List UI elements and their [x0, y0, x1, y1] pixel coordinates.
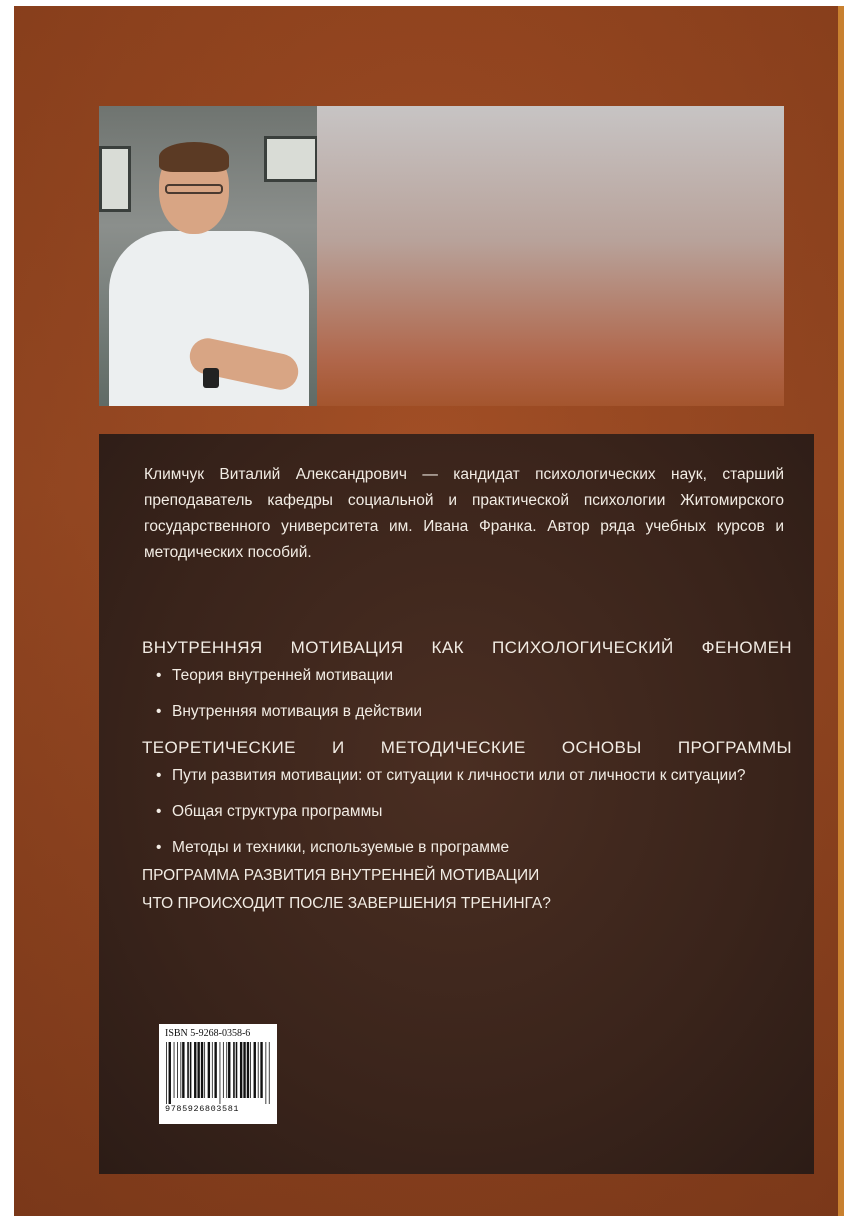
contents-subitem: [142, 662, 792, 690]
book-back-cover: [14, 6, 844, 1216]
barcode-bar: [265, 1042, 266, 1104]
bullet-icon: •: [156, 767, 162, 784]
barcode-bar: [240, 1042, 242, 1098]
contents-heading: ПРОГРАММА РАЗВИТИЯ ВНУТРЕННЕЙ МОТИВАЦИИ: [142, 867, 540, 884]
author-photo: [99, 106, 317, 406]
contents-subitem: [142, 762, 792, 790]
barcode-bar: [212, 1042, 213, 1098]
barcode-bar: [250, 1042, 251, 1098]
bullet-icon: •: [156, 839, 162, 856]
barcode-bar: [190, 1042, 192, 1098]
barcode-bar: [226, 1042, 227, 1098]
barcode-bar: [194, 1042, 196, 1098]
author-bio: Климчук Виталий Александрович — кандидат психологических наук, старший преподаватель кафедры социальной и практической психологии Житомирского государственного университета им. Ивана Франка. Автор ряда учебных курсов и методических пособий.: [144, 466, 784, 561]
contents-subitem-text: Теория внутренней мотивации: [172, 667, 393, 684]
barcode-bar: [208, 1042, 210, 1098]
contents-subitem: [142, 798, 792, 826]
isbn-label: ISBN 5-9268-0358-6: [165, 1028, 251, 1039]
barcode-bar: [228, 1042, 230, 1098]
author-photo-band: [99, 106, 784, 406]
barcode-bar: [166, 1042, 167, 1104]
contents-heading: ВНУТРЕННЯЯ МОТИВАЦИЯ КАК ПСИХОЛОГИЧЕСКИЙ ФЕНОМЕН: [142, 638, 792, 657]
background-monitor: [264, 136, 317, 182]
watch-icon: [203, 368, 219, 388]
barcode-bar: [220, 1042, 221, 1104]
barcode-bar: [197, 1042, 199, 1098]
barcode-bar: [187, 1042, 189, 1098]
contents-subitem: [142, 698, 792, 726]
barcode-bar: [182, 1042, 184, 1098]
barcode-bar: [269, 1042, 270, 1104]
bullet-icon: •: [156, 667, 162, 684]
contents-heading: ЧТО ПРОИСХОДИТ ПОСЛЕ ЗАВЕРШЕНИЯ ТРЕНИНГА?: [142, 895, 551, 912]
barcode-digits: 9785926803581: [165, 1104, 240, 1114]
barcode-bar: [201, 1042, 203, 1098]
bullet-icon: •: [156, 703, 162, 720]
contents-list: [142, 634, 792, 918]
contents-subitem-text: Пути развития мотивации: от ситуации к личности или от личности к ситуации?: [172, 767, 746, 784]
author-glasses: [165, 184, 223, 194]
barcode-bar: [174, 1042, 175, 1098]
author-hair: [159, 142, 229, 172]
barcode-bar: [254, 1042, 256, 1098]
contents-subitem-text: Общая структура программы: [172, 803, 383, 820]
contents-subitem-text: Внутренняя мотивация в действии: [172, 703, 423, 720]
barcode-bar: [204, 1042, 205, 1098]
barcode-bar: [180, 1042, 181, 1098]
barcode-bar: [258, 1042, 259, 1098]
text-panel: [99, 434, 814, 1174]
isbn-barcode: [159, 1024, 277, 1124]
background-monitor: [99, 146, 131, 212]
barcode-bar: [169, 1042, 171, 1104]
barcode-bar: [223, 1042, 224, 1098]
barcode-bar: [233, 1042, 235, 1098]
barcode-bar: [260, 1042, 262, 1098]
barcode-bar: [177, 1042, 178, 1098]
barcode-bar: [243, 1042, 245, 1098]
contents-subitem: [142, 834, 792, 862]
barcode-bars: [165, 1042, 271, 1104]
barcode-bar: [236, 1042, 238, 1098]
barcode-bar: [247, 1042, 249, 1098]
bullet-icon: •: [156, 803, 162, 820]
contents-heading: ТЕОРЕТИЧЕСКИЕ И МЕТОДИЧЕСКИЕ ОСНОВЫ ПРОГРАММЫ: [142, 738, 792, 757]
contents-subitem-text: Методы и техники, используемые в программе: [172, 839, 510, 856]
barcode-bar: [214, 1042, 216, 1098]
